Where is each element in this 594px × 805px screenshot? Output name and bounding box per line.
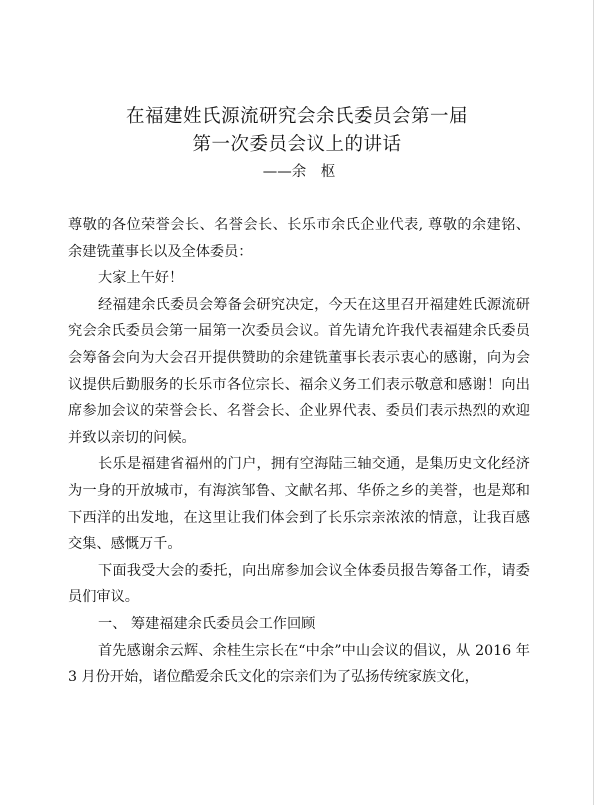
paragraph-salutation: 尊敬的各位荣誉会长、名誉会长、长乐市余氏企业代表, 尊敬的余建铭、余建铣董事长以及全体委员： [68, 217, 530, 260]
section-heading-1: 一、 筹建福建余氏委员会工作回顾 [98, 615, 316, 632]
paragraph-opening: 经福建余氏委员会筹备会研究决定，今天在这里召开福建姓氏源流研究会余氏委员会第一届第一次委员会议。首先请允许我代表福建余氏委员会筹备会向为大会召开提供赞助的余建铣董事长表示衷心的感谢，向为会议提供后勤服务的长乐市各位宗长、福余义务工们表示敬意和感谢！向出席参加会议的荣誉会长、名誉会长、企业界代表、委员们表示热烈的欢迎并致以亲切的问候。 [68, 296, 530, 446]
document-body [68, 212, 530, 691]
paragraph-review: 首先感谢余云辉、余桂生宗长在“中余”中山会议的倡议，从 2016 年 3 月份开始，诸位酷爱余氏文化的宗亲们为了弘扬传统家族文化， [68, 642, 530, 686]
paragraph-changle: 长乐是福建省福州的门户，拥有空海陆三轴交通，是集历史文化经济为一身的开放城市，有海滨邹鲁、文献名邦、华侨之乡的美誉，也是郑和下西洋的出发地，在这里让我们体会到了长乐宗亲浓浓的情意，让我百感交集、感慨万千。 [68, 456, 530, 553]
paragraph-greeting: 大家上午好！ [98, 270, 184, 287]
document-author: ——余 枢 [262, 164, 336, 180]
paragraph-report-intro: 下面我受大会的委托，向出席参加会议全体委员报告筹备工作，请委员们审议。 [68, 562, 530, 606]
document-title-line-1: 在福建姓氏源流研究会余氏委员会第一届 [125, 106, 468, 127]
document-title-line-2: 第一次委员会议上的讲话 [192, 134, 402, 155]
